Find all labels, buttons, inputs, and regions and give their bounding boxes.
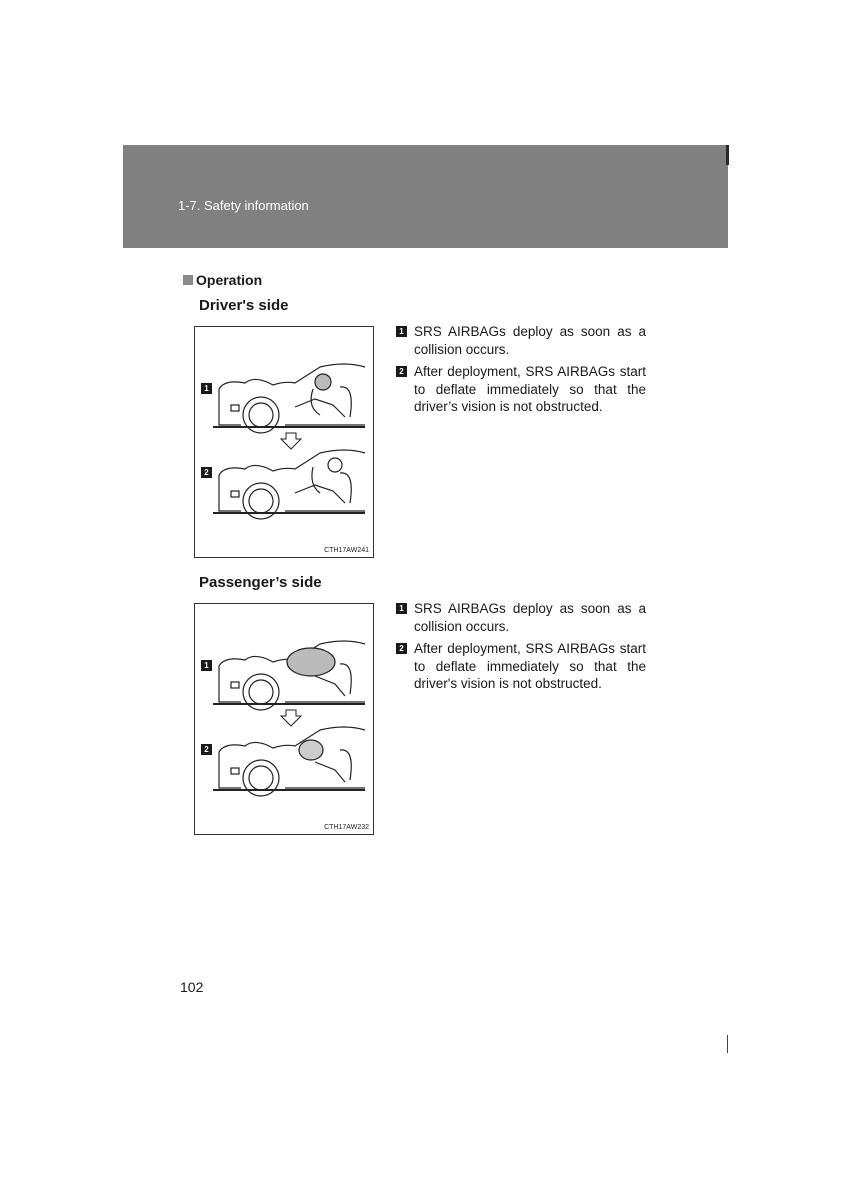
page-number: 102 xyxy=(180,979,204,995)
header-band xyxy=(123,145,728,248)
margin-rule xyxy=(727,1035,728,1053)
step-number-badge: 2 xyxy=(396,643,407,654)
step-text: After deployment, SRS AIRBAGs start to deflate immediately so that the driver's vision is not obstructed. xyxy=(414,641,646,691)
operation-heading-text: Operation xyxy=(196,272,263,288)
figure-step-marker-1: 1 xyxy=(201,660,212,671)
drivers-side-figure xyxy=(194,326,374,558)
figure-code: CTH17AW241 xyxy=(324,547,369,554)
step-number-badge: 2 xyxy=(396,366,407,377)
drivers-side-heading: Driver's side xyxy=(199,297,289,314)
step-text: After deployment, SRS AIRBAGs start to deflate immediately so that the driver’s vision is not obstructed. xyxy=(414,364,646,414)
passenger-car-illustration xyxy=(195,604,375,836)
passengers-side-steps xyxy=(396,600,646,698)
operation-heading xyxy=(183,272,262,288)
section-title: 1-7. Safety information xyxy=(178,198,309,213)
step-text: SRS AIRBAGs deploy as soon as a collision occurs. xyxy=(414,601,646,634)
step-item xyxy=(396,600,646,635)
header-tick xyxy=(726,145,729,165)
step-number-badge: 1 xyxy=(396,326,407,337)
figure-step-marker-2: 2 xyxy=(201,467,212,478)
drivers-side-steps xyxy=(396,323,646,421)
figure-step-marker-1: 1 xyxy=(201,383,212,394)
step-item xyxy=(396,640,646,693)
step-item xyxy=(396,323,646,358)
passengers-side-heading: Passenger’s side xyxy=(199,574,322,591)
square-bullet-icon xyxy=(183,275,193,285)
passengers-side-figure xyxy=(194,603,374,835)
figure-step-marker-2: 2 xyxy=(201,744,212,755)
drivers-car-illustration xyxy=(195,327,375,559)
figure-code: CTH17AW232 xyxy=(324,824,369,831)
step-item xyxy=(396,363,646,416)
step-text: SRS AIRBAGs deploy as soon as a collision occurs. xyxy=(414,324,646,357)
step-number-badge: 1 xyxy=(396,603,407,614)
